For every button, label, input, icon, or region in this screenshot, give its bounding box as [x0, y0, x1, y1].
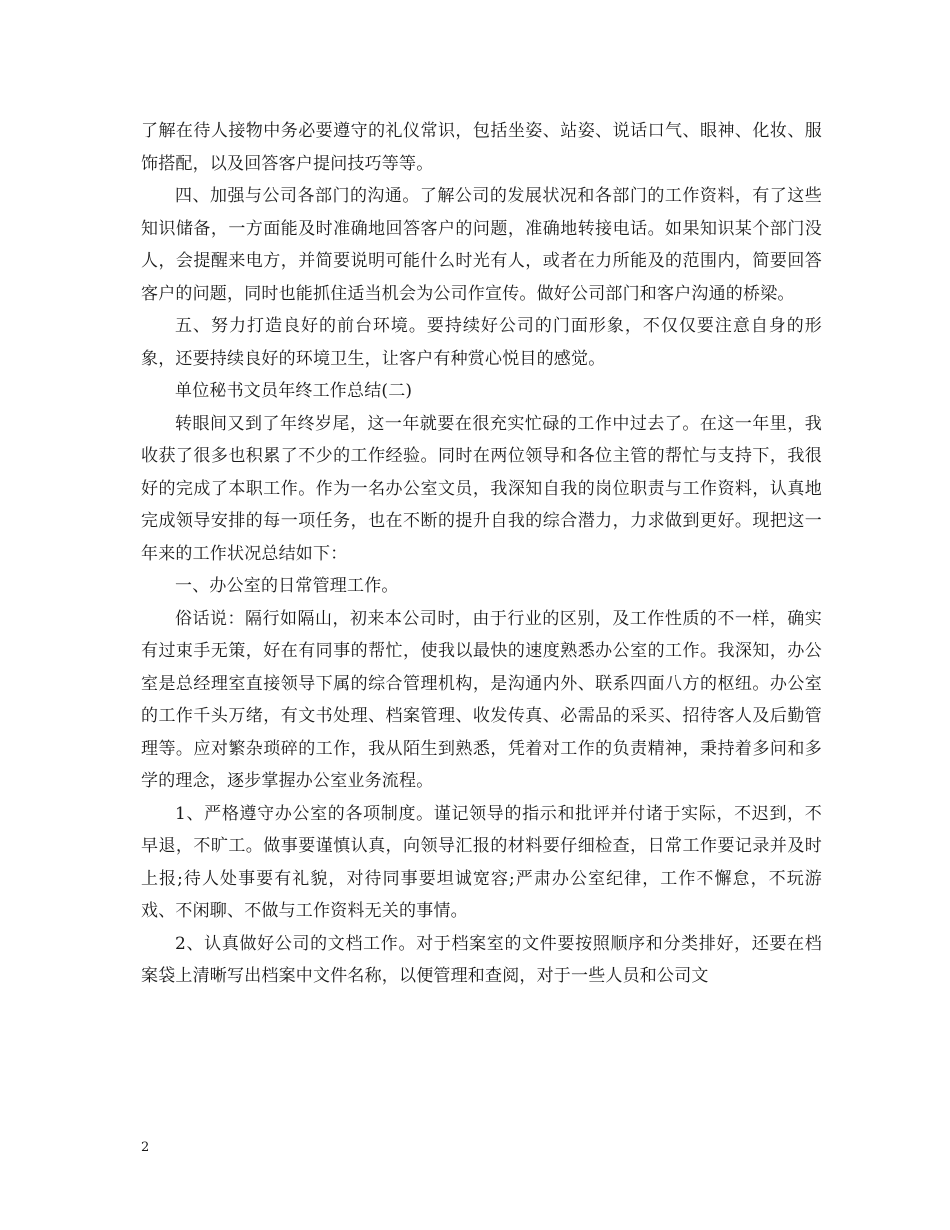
paragraph: 转眼间又到了年终岁尾，这一年就要在很充实忙碌的工作中过去了。在这一年里，我收获了很多也积累了不少的工作经验。同时在两位领导和各位主管的帮忙与支持下，我很好的完成了本职工作。作为一名办公室文员，我深知自我的岗位职责与工作资料，认真地完成领导安排的每一项任务，也在不断的提升自我的综合潜力，力求做到更好。现把这一年来的工作状况总结如下：	[141, 413, 822, 564]
section-heading: 一、办公室的日常管理工作。	[175, 576, 399, 596]
paragraph: 了解在待人接物中务必要遵守的礼仪常识，包括坐姿、站姿、说话口气、眼神、化妆、服饰搭配，以及回答客户提问技巧等等。	[141, 121, 822, 174]
paragraph: 俗话说：隔行如隔山，初来本公司时，由于行业的区别，及工作性质的不一样，确实有过束手无策，好在有同事的帮忙，使我以最快的速度熟悉办公室的工作。我深知，办公室是总经理室直接领导下属的综合管理机构，是沟通内外、联系四面八方的枢纽。办公室的工作千头万绪，有文书处理、档案管理、收发传真、必需品的采买、招待客人及后勤管理等。应对繁杂琐碎的工作，我从陌生到熟悉，凭着对工作的负责精神，秉持着多问和多学的理念，逐步掌握办公室业务流程。	[141, 608, 822, 791]
paragraph: 1、严格遵守办公室的各项制度。谨记领导的指示和批评并付诸于实际，不迟到，不早退，不旷工。做事要谨慎认真，向领导汇报的材料要仔细检查，日常工作要记录并及时上报;待人处事要有礼貌，对待同事要坦诚宽容;严肃办公室纪律，工作不懈怠，不玩游戏、不闲聊、不做与工作资料无关的事情。	[141, 803, 822, 921]
paragraph: 四、加强与公司各部门的沟通。了解公司的发展状况和各部门的工作资料，有了这些知识储备，一方面能及时准确地回答客户的问题，准确地转接电话。如果知识某个部门没人，会提醒来电方，并简要说明可能什么时光有人，或者在力所能及的范围内，简要回答客户的问题，同时也能抓住适当机会为公司作宣传。做好公司部门和客户沟通的桥梁。	[141, 186, 822, 304]
page-number: 2	[141, 1140, 150, 1155]
document-body	[141, 115, 822, 993]
paragraph: 2、认真做好公司的文档工作。对于档案室的文件要按照顺序和分类排好，还要在档案袋上清晰写出档案中文件名称，以便管理和查阅，对于一些人员和公司文	[141, 933, 822, 986]
section-heading: 单位秘书文员年终工作总结(二)	[175, 381, 413, 401]
paragraph: 五、努力打造良好的前台环境。要持续好公司的门面形象，不仅仅要注意自身的形象，还要持续良好的环境卫生，让客户有种赏心悦目的感觉。	[141, 316, 822, 369]
